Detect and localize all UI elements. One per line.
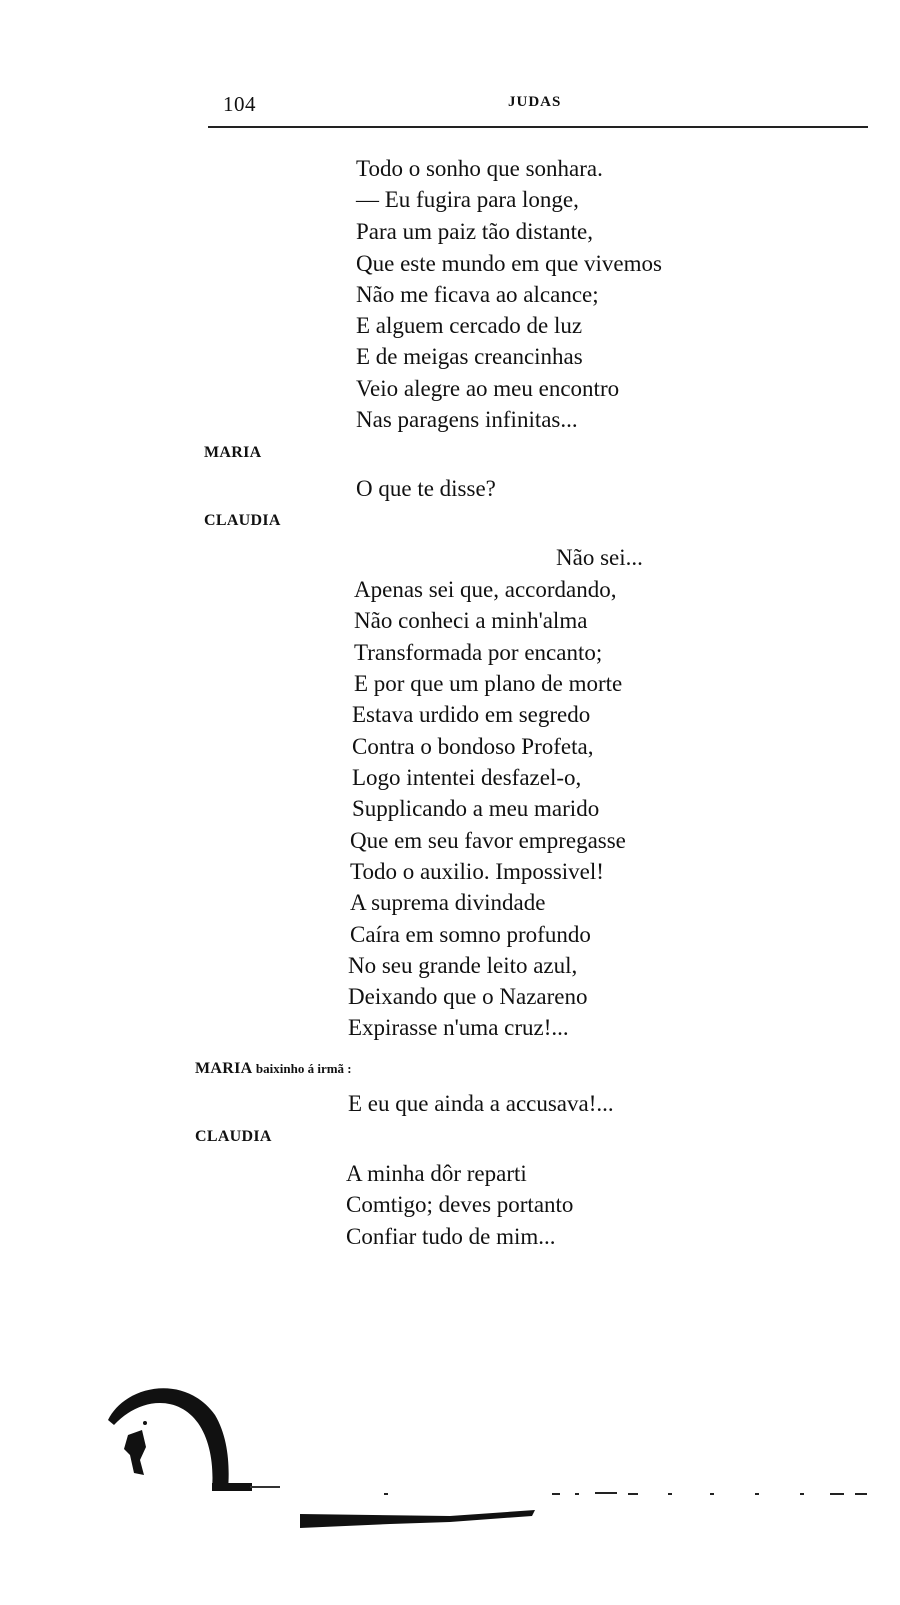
verse-line: Logo intentei desfazel-o,	[352, 765, 582, 790]
verse-line: Que em seu favor empregasse	[350, 828, 626, 853]
verse-line: Veio alegre ao meu encontro	[356, 376, 620, 401]
verse-line: Não sei...	[556, 545, 643, 570]
verse-line: — Eu fugira para longe,	[356, 187, 579, 212]
verse-line: Estava urdido em segredo	[352, 702, 591, 727]
verse-line: Transformada por encanto;	[354, 640, 603, 665]
verse-line: No seu grande leito azul,	[348, 953, 578, 978]
verse-line: O que te disse?	[356, 476, 496, 501]
verse-line: Caíra em somno profundo	[350, 922, 591, 947]
verse-line: Expirasse n'uma cruz!...	[348, 1015, 569, 1040]
page-number: 104	[223, 92, 256, 116]
verse-line: A minha dôr reparti	[346, 1161, 527, 1186]
verse-line: Todo o auxilio. Impossivel!	[350, 859, 604, 884]
running-title: JUDAS	[508, 94, 562, 110]
verse-line: Que este mundo em que vivemos	[356, 251, 662, 276]
stage-direction: baixinho á irmã :	[255, 1061, 352, 1076]
verse-line: Não conheci a minh'alma	[354, 608, 588, 633]
speaker-label: CLAUDIA	[204, 512, 281, 529]
speaker-name: MARIA	[195, 1060, 252, 1077]
verse-line: E de meigas creancinhas	[356, 344, 583, 369]
library-stamp-icon	[100, 1375, 290, 1495]
speaker-label: MARIA	[204, 444, 262, 461]
verse-line: A suprema divindade	[350, 890, 546, 915]
verse-line: Todo o sonho que sonhara.	[356, 156, 603, 181]
verse-line: Confiar tudo de mim...	[346, 1224, 556, 1249]
verse-line: E eu que ainda a accusava!...	[348, 1091, 614, 1116]
verse-line: E alguem cercado de luz	[356, 313, 583, 338]
verse-line: Supplicando a meu marido	[352, 796, 600, 821]
verse-line: Contra o bondoso Profeta,	[352, 734, 594, 759]
verse-line: Deixando que o Nazareno	[348, 984, 588, 1009]
verse-line: Nas paragens infinitas...	[356, 407, 578, 432]
verse-line: Apenas sei que, accordando,	[354, 577, 617, 602]
speaker-label	[195, 1060, 352, 1078]
speaker-label: CLAUDIA	[195, 1128, 272, 1145]
header-rule	[208, 126, 868, 128]
verse-line: Para um paiz tão distante,	[356, 219, 593, 244]
verse-line: E por que um plano de morte	[354, 671, 623, 696]
verse-line: Comtigo; deves portanto	[346, 1192, 574, 1217]
scan-noise	[380, 1488, 880, 1500]
scan-smudge	[300, 1510, 535, 1528]
verse-line: Não me ficava ao alcance;	[356, 282, 599, 307]
